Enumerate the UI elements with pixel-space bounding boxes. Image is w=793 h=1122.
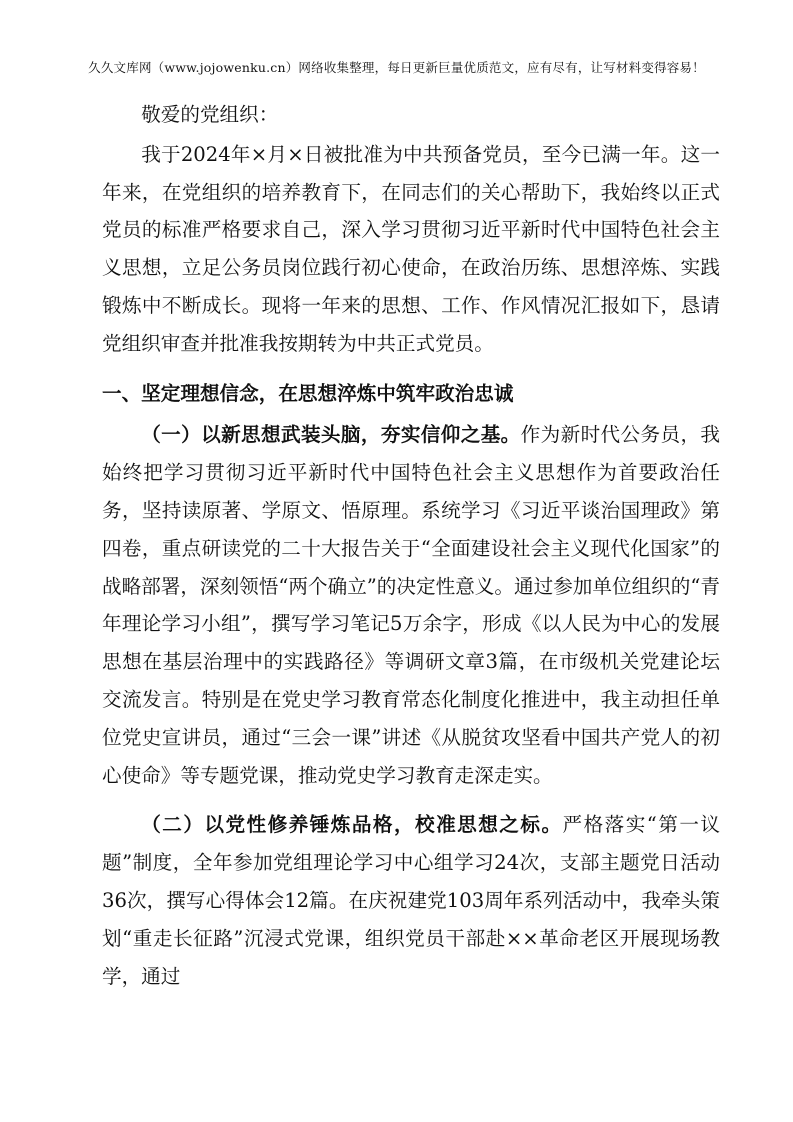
section-heading-1: 一、坚定理想信念，在思想淬炼中筑牢政治忠诚 bbox=[102, 381, 514, 405]
page-header: 久久文库网（www.jojowenku.cn）网络收集整理，每日更新巨量优质范文，应有尽有，让写材料变得容易！ bbox=[88, 60, 705, 75]
document-body bbox=[102, 96, 720, 1007]
subsection-2-lead: （二）以党性修养锤炼品格，校准思想之标。 bbox=[141, 813, 563, 837]
subsection-2-paragraph bbox=[102, 806, 720, 995]
salutation: 敬爱的党组织： bbox=[141, 103, 279, 126]
subsection-1-lead: （一）以新思想武装头脑，夯实信仰之基。 bbox=[141, 423, 521, 447]
subsection-1-paragraph bbox=[102, 416, 720, 794]
intro-paragraph: 我于2024年×月×日被批准为中共预备党员，至今已满一年。这一年来，在党组织的培养教育下，在同志们的关心帮助下，我始终以正式党员的标准严格要求自己，深入学习贯彻习近平新时代中国特色社会主义思想，立足公务员岗位践行初心使命，在政治历练、思想淬炼、实践锻炼中不断成长。现将一年来的思想、工作、作风情况汇报如下，恳请党组织审查并批准我按期转为中共正式党员。 bbox=[102, 142, 720, 355]
subsection-1-text: 作为新时代公务员，我始终把学习贯彻习近平新时代中国特色社会主义思想作为首要政治任务，坚持读原著、学原文、悟原理。系统学习《习近平谈治国理政》第四卷，重点研读党的二十大报告关于“全面建设社会主义现代化国家”的战略部署，深刻领悟“两个确立”的决定性意义。通过参加单位组织的“青年理论学习小组”，撰写学习笔记5万余字，形成《以人民为中心的发展思想在基层治理中的实践路径》等调研文章3篇，在市级机关党建论坛交流发言。特别是在党史学习教育常态化制度化推进中，我主动担任单位党史宣讲员，通过“三会一课”讲述《从脱贫攻坚看中国共产党人的初心使命》等专题党课，推动党史学习教育走深走实。 bbox=[102, 423, 721, 787]
subsection-2-text: 严格落实“第一议题”制度，全年参加党组理论学习中心组学习24次，支部主题党日活动36次，撰写心得体会12篇。在庆祝建党103周年系列活动中，我牵头策划“重走长征路”沉浸式党课，组织党员干部赴××革命老区开展现场教学，通过 bbox=[102, 813, 720, 988]
